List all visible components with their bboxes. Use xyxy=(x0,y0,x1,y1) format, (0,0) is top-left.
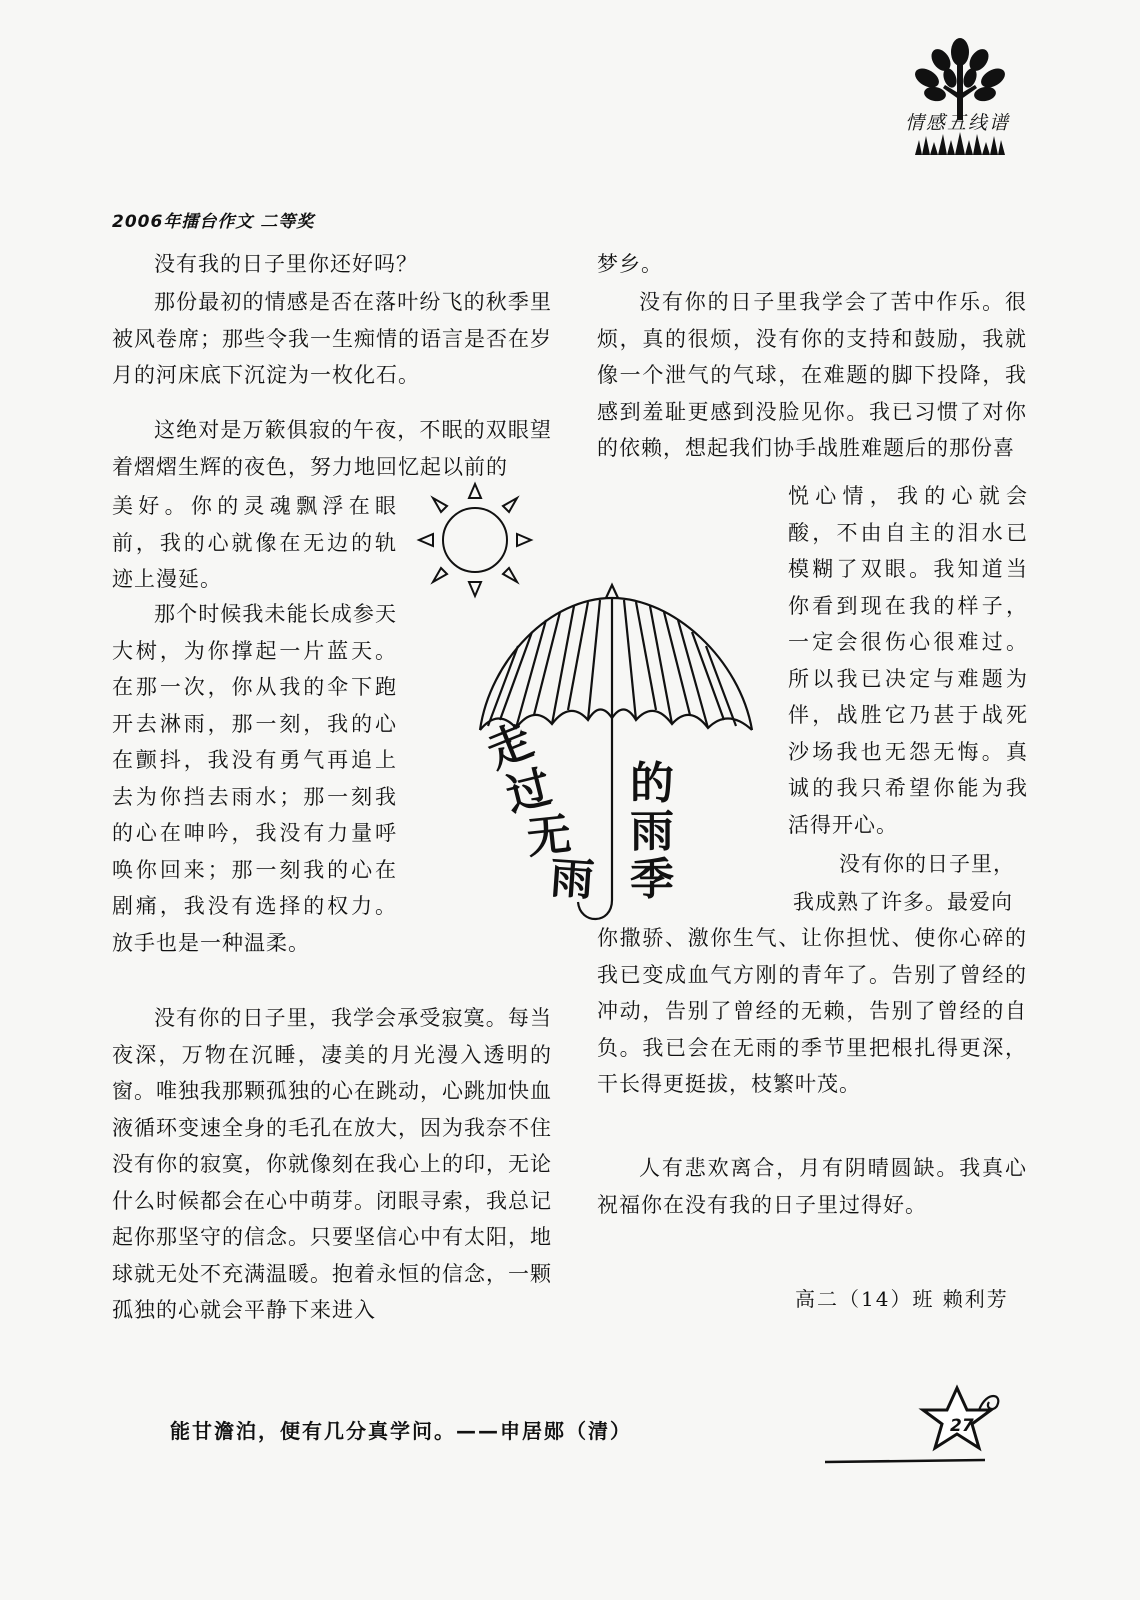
paragraph-4: 那个时候我未能长成参天大树，为你撑起一片蓝天。在那一次，你从我的伞下跑开去淋雨，那一刻，我的心在颤抖，我没有勇气再追上去为你挡去雨水；那一刻我的心在呻吟，我没有力量呼唤你回来；那一刻我的心在剧痛，我没有选择的权力。放手也是一种温柔。 xyxy=(112,602,397,955)
title-char: 无 xyxy=(524,808,574,865)
paragraph-8: 人有悲欢离合，月有阴晴圆缺。我真心祝福你在没有我的日子里过得好。 xyxy=(597,1156,1027,1217)
paragraph-7a: 没有你的日子里， xyxy=(839,852,1015,876)
paragraph-6b: 悦心情，我的心就会酸，不由自主的泪水已模糊了双眼。我知道当你看到现在我的样子，一定会很伤心很难过。所以我已决定与难题为伴，战胜它乃甚于战死沙场我也无怨无悔。真诚的我只希望你能为我活得开心。 xyxy=(788,484,1028,837)
paragraph-5-end: 梦乡。 xyxy=(597,252,663,276)
paragraph-2: 那份最初的情感是否在落叶纷飞的秋季里被风卷席；那些令我一生痴情的语言是否在岁月的河床底下沉淀为一枚化石。 xyxy=(112,290,552,387)
footer-quote: 能甘澹泊，便有几分真学问。——申居郧（清） xyxy=(170,1419,632,1443)
paragraph-7c: 你撒骄、激你生气、让你担忧、使你心碎的我已变成血气方刚的青年了。告别了曾经的冲动，告别了曾经的无赖，告别了曾经的自负。我已会在无雨的季节里把根扎得更深，干长得更挺拔，枝繁叶茂。 xyxy=(597,926,1027,1096)
title-char: 季 xyxy=(630,854,674,905)
contest-label: 2006年擂台作文 二等奖 xyxy=(112,212,315,232)
star-icon xyxy=(825,1380,1015,1470)
paragraph-1: 没有我的日子里你还好吗？ xyxy=(154,252,418,276)
title-char: 过 xyxy=(501,761,557,822)
tree-logo-icon xyxy=(905,30,1015,160)
paragraph-5: 没有你的日子里，我学会承受寂寞。每当夜深，万物在沉睡，凄美的月光漫入透明的窗。唯独我那颗孤独的心在跳动，心跳加快血液循环变速全身的毛孔在放大，因为我奈不住没有你的寂寞，你就像刻在我心上的印，无论什么时候都会在心中萌芽。闭眼寻索，我总记起你那坚守的信念。只要坚信心中有太阳，地球就无处不充满温暖。抱着永恒的信念，一颗孤独的心就会平静下来进入 xyxy=(112,1006,552,1322)
title-char: 雨 xyxy=(630,806,674,857)
title-char: 雨 xyxy=(548,852,596,907)
paragraph-3a: 这绝对是万簌俱寂的午夜，不眠的双眼望着熠熠生辉的夜色，努力地回忆起以前的 xyxy=(112,418,552,479)
column-logo-text: 情感五线谱 xyxy=(905,112,1011,134)
title-char: 的 xyxy=(630,758,674,809)
title-char: 走 xyxy=(479,714,540,779)
paragraph-7b: 我成熟了许多。最爱向 xyxy=(793,890,1013,914)
paragraph-6a: 没有你的日子里我学会了苦中作乐。很烦，真的很烦，没有你的支持和鼓励，我就像一个泄气的气球，在难题的脚下投降，我感到羞耻更感到没脸见你。我已习惯了对你的依赖，想起我们协手战胜难题后的那份喜 xyxy=(597,290,1027,460)
paragraph-3b: 美好。你的灵魂飘浮在眼前，我的心就像在无边的轨迹上漫延。 xyxy=(112,494,397,591)
page-number: 27 xyxy=(950,1416,974,1436)
author-byline: 高二（14）班 赖利芳 xyxy=(795,1287,1009,1311)
